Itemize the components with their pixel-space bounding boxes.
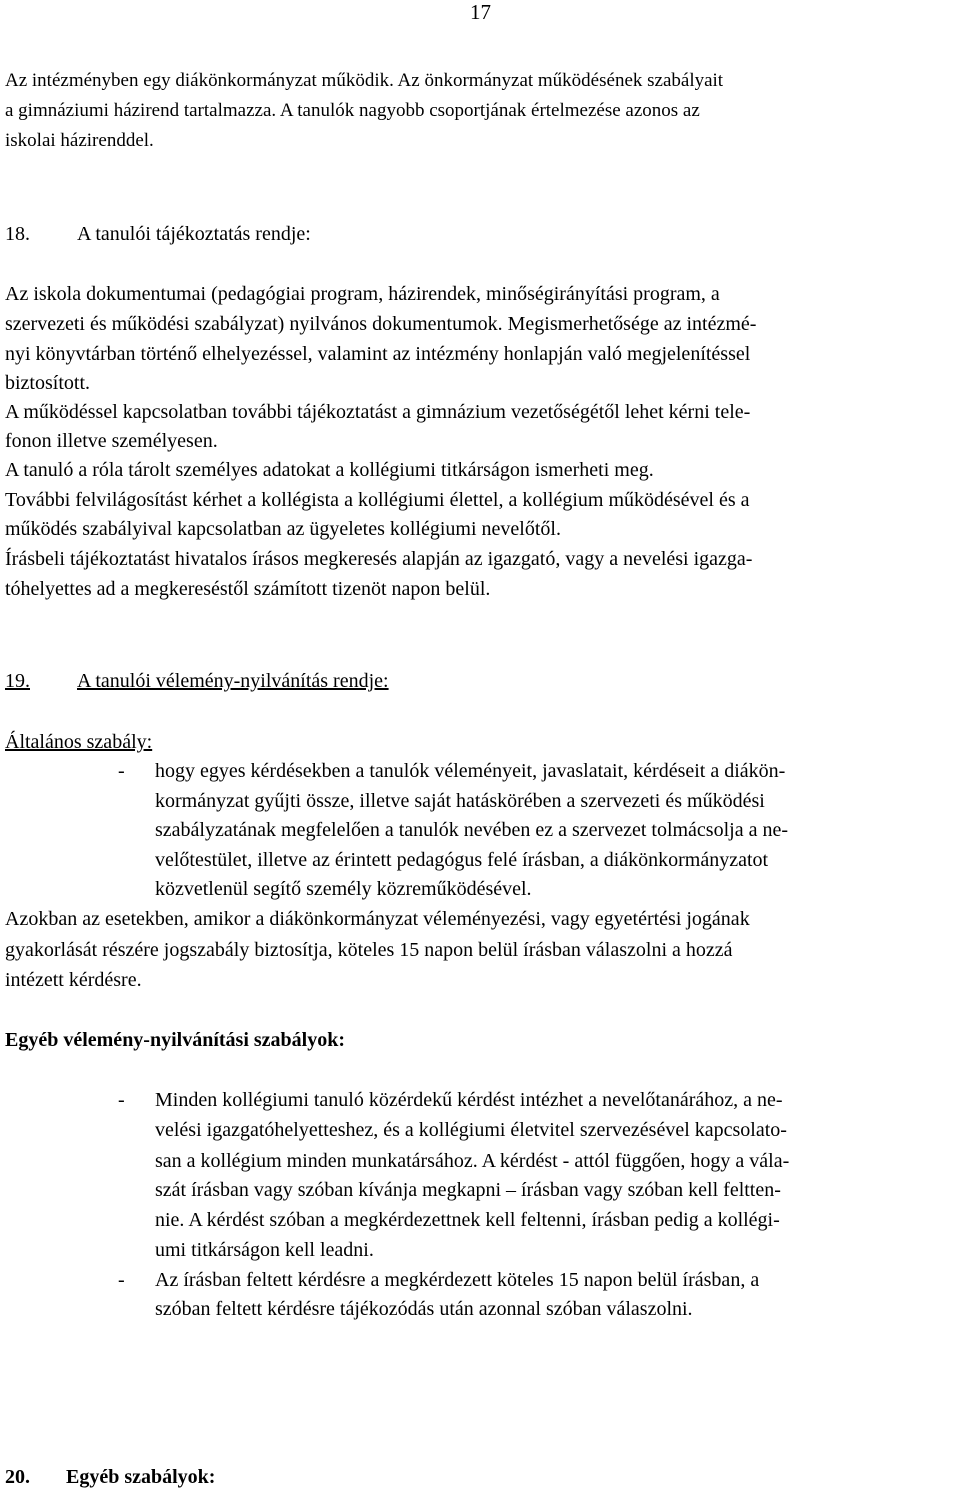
bullet-line: san a kollégium minden munkatársához. A kérdést - attól függően, hogy a vála- xyxy=(155,1150,790,1172)
section-number: 19. xyxy=(5,670,30,692)
text-line: Az iskola dokumentumai (pedagógiai program, házirendek, minőségirányítási program, a xyxy=(5,283,720,305)
bullet-line: kormányzat gyűjti össze, illetve saját hatáskörében a szervezeti és működési xyxy=(155,790,765,812)
section-title: Egyéb szabályok: xyxy=(66,1466,216,1488)
bullet-line: velőtestület, illetve az érintett pedagógus felé írásban, a diákönkormányzatot xyxy=(155,849,769,871)
bullet-line: Minden kollégiumi tanuló közérdekű kérdést intézhet a nevelőtanárához, a ne- xyxy=(155,1089,783,1111)
text-line: működés szabályival kapcsolatban az ügyeletes kollégiumi nevelőtől. xyxy=(5,518,561,540)
page-number: 17 xyxy=(470,0,491,24)
text-line: A tanuló a róla tárolt személyes adatokat a kollégiumi titkárságon ismerheti meg. xyxy=(5,459,654,481)
text-line: intézett kérdésre. xyxy=(5,969,142,991)
bullet-line: közvetlenül segítő személy közreműködésével. xyxy=(155,878,532,900)
text-line: fonon illetve személyesen. xyxy=(5,430,218,452)
bullet-line: szát írásban vagy szóban kívánja megkapni – írásban vagy szóban kell feltten- xyxy=(155,1179,781,1201)
section-number: 18. xyxy=(5,223,30,245)
text-line: Írásbeli tájékoztatást hivatalos írásos megkeresés alapján az igazgató, vagy a nevelési igazga- xyxy=(5,548,753,570)
bullet-line: szóban feltett kérdésre tájékozódás után azonnal szóban válaszolni. xyxy=(155,1298,693,1320)
text-line: szervezeti és működési szabályzat) nyilvános dokumentumok. Megismerhetősége az intézmé- xyxy=(5,313,757,335)
bullet-line: hogy egyes kérdésekben a tanulók véleményeit, javaslatait, kérdéseit a diákön- xyxy=(155,760,786,782)
bullet-line: umi titkárságon kell leadni. xyxy=(155,1239,374,1261)
section-title: A tanulói tájékoztatás rendje: xyxy=(77,223,311,245)
text-line: A működéssel kapcsolatban további tájékoztatást a gimnázium vezetőségétől lehet kérni tele- xyxy=(5,401,751,423)
general-rule-heading: Általános szabály: xyxy=(5,731,153,753)
text-line: Azokban az esetekben, amikor a diákönkormányzat véleményezési, vagy egyetértési jogának xyxy=(5,908,750,930)
bullet-dash: - xyxy=(118,1269,125,1291)
text-line: További felvilágosítást kérhet a kollégista a kollégiumi élettel, a kollégium működésével és a xyxy=(5,489,750,511)
bullet-line: nie. A kérdést szóban a megkérdezettnek kell feltenni, írásban pedig a kollégi- xyxy=(155,1209,780,1231)
text-line: biztosított. xyxy=(5,372,90,394)
text-line: gyakorlását részére jogszabály biztosítja, köteles 15 napon belül írásban válaszolni a hozzá xyxy=(5,939,733,961)
text-line: Az intézményben egy diákönkormányzat működik. Az önkormányzat működésének szabályait xyxy=(5,70,724,91)
other-rules-heading: Egyéb vélemény-nyilvánítási szabályok: xyxy=(5,1029,346,1051)
bullet-line: Az írásban feltett kérdésre a megkérdezett köteles 15 napon belül írásban, a xyxy=(155,1269,760,1291)
bullet-dash: - xyxy=(118,1089,125,1111)
bullet-line: szabályzatának megfelelően a tanulók nevében ez a szervezet tolmácsolja a ne- xyxy=(155,819,788,841)
section-title: A tanulói vélemény-nyilvánítás rendje: xyxy=(77,670,389,692)
text-line: nyi könyvtárban történő elhelyezéssel, valamint az intézmény honlapján való megjelenítéssel xyxy=(5,343,751,365)
text-line: tóhelyettes ad a megkereséstől számított tizenöt napon belül. xyxy=(5,578,491,600)
bullet-line: velési igazgatóhelyetteshez, és a kollégiumi életvitel szervezésével kapcsolato- xyxy=(155,1119,787,1141)
text-line: a gimnáziumi házirend tartalmazza. A tanulók nagyobb csoportjának értelmezése azonos az xyxy=(5,100,700,121)
bullet-dash: - xyxy=(118,760,125,782)
section-number: 20. xyxy=(5,1466,30,1488)
text-line: iskolai házirenddel. xyxy=(5,130,154,151)
